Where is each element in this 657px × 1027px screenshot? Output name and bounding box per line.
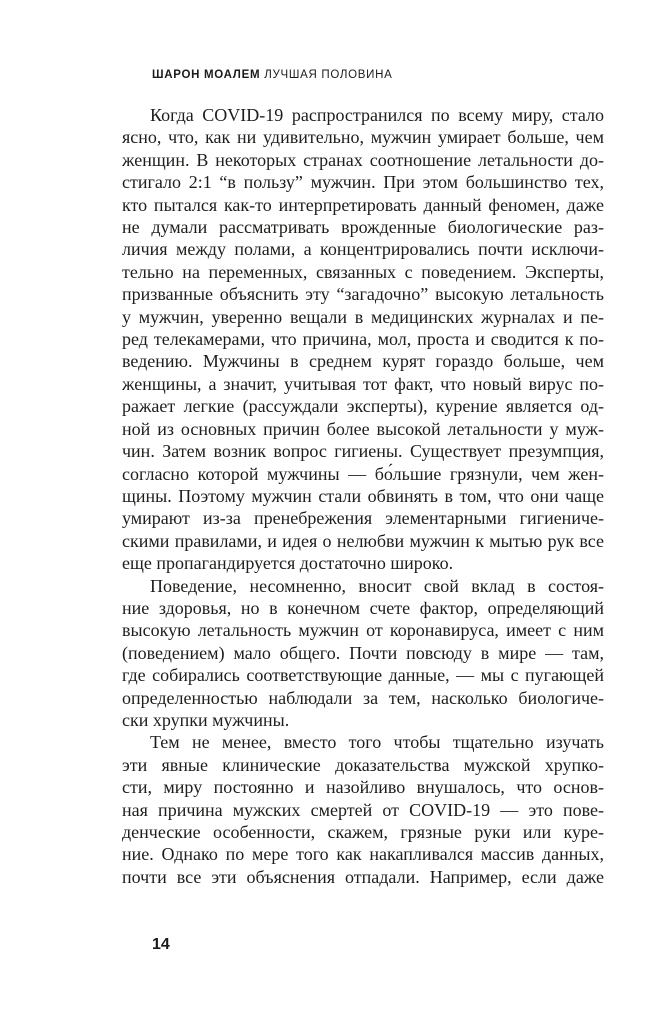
text-line: Поведение, несомненно, вносит свой вклад в состоя- [150,575,604,596]
text-line: ная причина мужских смертей от COVID-19 — это пове- [122,799,604,820]
text-line: не думали рассматривать врожденные биологические раз- [122,217,604,238]
page-number: 14 [152,936,170,953]
text-line: ной из основных причин более высокой летальности у муж- [122,418,604,439]
text-line: женщины, а значит, учитывая тот факт, что новый вирус по- [122,373,604,394]
text-line: Когда COVID-19 распространился по всему миру, стало [150,105,604,125]
text-line: щины. Поэтому мужчин стали обвинять в том, что они чаще [122,485,604,506]
text-line: стигало 2:1 “в пользу” мужчин. При этом большинство тех, [122,172,604,193]
text-line: кто пытался как-то интерпретировать данный феномен, даже [122,194,604,215]
text-line: тельно на переменных, связанных с поведением. Эксперты, [122,261,604,282]
text-line: ясно, что, как ни удивительно, мужчин умирает больше, чем [122,127,604,148]
text-line: эти явные клинические доказательства мужской хрупко- [122,754,604,775]
text-line: ведению. Мужчины в среднем курят гораздо больше, чем [122,351,604,372]
header-author-name: ШАРОН МОАЛЕМ [152,69,261,81]
header-book-title: ЛУЧШАЯ ПОЛОВИНА [264,69,393,81]
text-line: почти все эти объяснения отпадали. Например, если даже [122,866,604,887]
text-line: ние здоровья, но в конечном счете фактор, определяющий [122,597,604,618]
text-line: скими правилами, и идея о нелюбви мужчин к мытью рук все [122,530,604,551]
text-line: денческие особенности, скажем, грязные руки или куре- [122,822,604,842]
running-header [152,69,392,81]
text-line: ред телекамерами, что причина, мол, проста и сводится к по- [122,329,604,350]
text-line: призванные объяснить эту “загадочно” высокую летальность [122,284,604,305]
text-line: женщин. В некоторых странах соотношение летальности до- [122,149,604,170]
text-line: ражает легкие (рассуждали эксперты), курение является од- [122,396,604,417]
text-line: сти, миру постоянно и назойливо внушалось, что основ- [122,777,604,798]
text-line: еще пропагандируется достаточно широко. [122,553,454,574]
text-line: умирают из-за пренебрежения элементарными гигиениче- [122,508,604,529]
text-line: у мужчин, уверенно вещали в медицинских журналах и пе- [122,306,604,327]
text-line: высокую летальность мужчин от коронавируса, имеет с ним [122,620,604,641]
body-text-block [122,104,604,888]
text-line: ние. Однако по мере того как накапливался массив данных, [122,844,604,865]
text-line: где собирались соответствующие данные, — мы с пугающей [122,665,604,686]
text-line: Тем не менее, вместо того чтобы тщательно изучать [150,732,604,753]
text-line: определенностью наблюдали за тем, насколько биологиче- [122,687,604,708]
text-line: согласно которой мужчины — бо́льшие грязнули, чем жен- [122,463,604,484]
text-line: ски хрупки мужчины. [122,709,290,730]
text-line: личия между полами, а концентрировались почти исключи- [122,239,604,260]
text-line: чин. Затем возник вопрос гигиены. Существует презумпция, [122,441,604,462]
text-line: (поведением) мало общего. Почти повсюду в мире — там, [122,642,604,663]
